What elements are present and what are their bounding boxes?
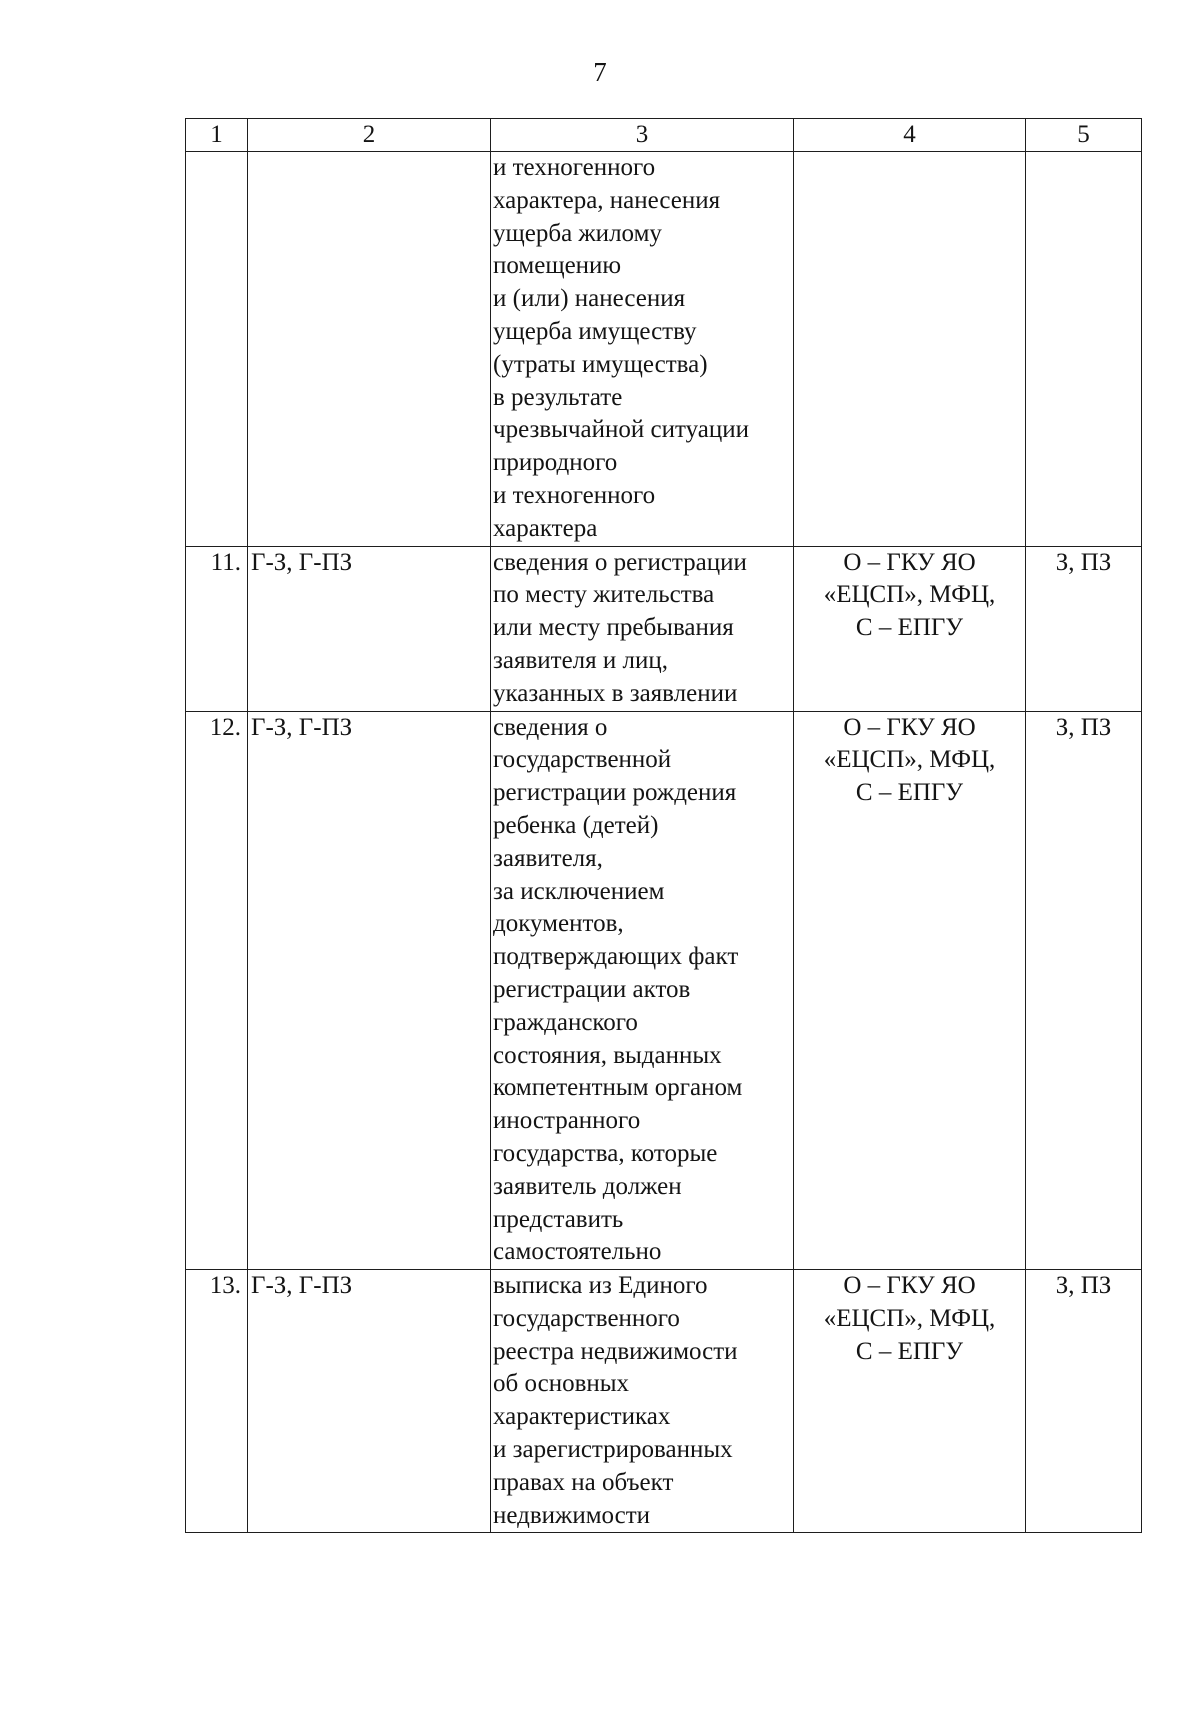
description-line: регистрации рождения xyxy=(493,779,737,807)
column-header-2: 2 xyxy=(248,119,491,152)
description-line: и техногенного xyxy=(493,154,656,181)
description-line: подтверждающих факт xyxy=(493,943,739,971)
organization-line: О – ГКУ ЯО xyxy=(843,713,976,741)
description-line: заявителя и лиц, xyxy=(493,646,669,674)
description-line: или месту пребывания xyxy=(493,614,734,642)
organization-line: О – ГКУ ЯО xyxy=(843,1272,976,1300)
description-line: чрезвычайной ситуации xyxy=(493,416,749,444)
description-line: характера, нанесения xyxy=(493,186,721,214)
description-line: об основных xyxy=(493,1370,630,1398)
description-line: за исключением xyxy=(493,877,665,905)
description-line: и (или) нанесения xyxy=(493,285,686,313)
description-line: государства, которые xyxy=(493,1139,718,1167)
description-line: (утраты имущества) xyxy=(493,350,708,378)
document-table xyxy=(185,118,1142,1533)
submission-mark-cell: З, ПЗ xyxy=(1026,711,1142,1270)
description-line: ущерба жилому xyxy=(493,219,662,247)
organization-line: С – ЕПГУ xyxy=(855,614,964,642)
applicant-code-cell: Г-З, Г-ПЗ xyxy=(248,711,491,1270)
description-line: указанных в заявлении xyxy=(493,679,738,707)
description-line: компетентным органом xyxy=(493,1074,743,1102)
table-row-12 xyxy=(186,711,1142,1270)
description-line: самостоятельно xyxy=(493,1238,662,1266)
description-line: выписка из Единого xyxy=(493,1272,708,1300)
organization-line: «ЕЦСП», МФЦ, xyxy=(823,1304,996,1332)
description-line: гражданского xyxy=(493,1008,638,1036)
table-row-13 xyxy=(186,1270,1142,1533)
description-line: представить xyxy=(493,1205,624,1233)
description-line: помещению xyxy=(493,252,622,280)
column-header-1: 1 xyxy=(186,119,248,152)
description-line: сведения о xyxy=(493,713,608,741)
description-line: и зарегистрированных xyxy=(493,1436,733,1464)
document-description-cell xyxy=(491,1270,794,1533)
description-line: недвижимости xyxy=(493,1501,651,1529)
document-description-cell xyxy=(491,546,794,711)
description-line: состояния, выданных xyxy=(493,1041,722,1069)
column-header-3: 3 xyxy=(491,119,794,152)
document-description-cell xyxy=(491,711,794,1270)
submission-mark-cell: З, ПЗ xyxy=(1026,546,1142,711)
document-description-cell xyxy=(491,152,794,547)
row-number-cell: 13. xyxy=(186,1270,248,1533)
column-header-4: 4 xyxy=(794,119,1026,152)
description-line: характера xyxy=(493,514,598,542)
organization-cell xyxy=(794,1270,1026,1533)
description-line: природного xyxy=(493,449,618,477)
description-line: государственной xyxy=(493,746,672,774)
applicant-code-cell: Г-З, Г-ПЗ xyxy=(248,1270,491,1533)
column-header-5: 5 xyxy=(1026,119,1142,152)
description-line: регистрации актов xyxy=(493,975,691,1003)
organization-line: О – ГКУ ЯО xyxy=(843,548,976,576)
description-line: иностранного xyxy=(493,1107,641,1135)
applicant-code-cell xyxy=(248,152,491,547)
description-line: по месту жительства xyxy=(493,581,715,609)
organization-cell xyxy=(794,152,1026,547)
table-row-continuation xyxy=(186,152,1142,547)
description-line: заявителя, xyxy=(493,844,603,872)
organization-line: С – ЕПГУ xyxy=(855,779,964,807)
applicant-code-cell: Г-З, Г-ПЗ xyxy=(248,546,491,711)
row-number-cell: 12. xyxy=(186,711,248,1270)
description-line: ущерба имуществу xyxy=(493,317,697,345)
description-line: правах на объект xyxy=(493,1468,674,1496)
description-line: в результате xyxy=(493,383,623,411)
table-row-11 xyxy=(186,546,1142,711)
description-line: сведения о регистрации xyxy=(493,548,747,576)
description-line: характеристиках xyxy=(493,1403,671,1431)
page-number: 7 xyxy=(593,57,607,87)
organization-cell xyxy=(794,546,1026,711)
description-line: реестра недвижимости xyxy=(493,1337,738,1365)
organization-cell xyxy=(794,711,1026,1270)
description-line: ребенка (детей) xyxy=(493,811,659,839)
organization-line: С – ЕПГУ xyxy=(855,1337,964,1365)
row-number-cell: 11. xyxy=(186,546,248,711)
submission-mark-cell xyxy=(1026,152,1142,547)
description-line: государственного xyxy=(493,1304,680,1332)
description-line: заявитель должен xyxy=(493,1172,682,1200)
organization-line: «ЕЦСП», МФЦ, xyxy=(823,746,996,774)
organization-line: «ЕЦСП», МФЦ, xyxy=(823,581,996,609)
table-header-row xyxy=(186,119,1142,152)
description-line: документов, xyxy=(493,910,624,938)
row-number-cell xyxy=(186,152,248,547)
description-line: и техногенного xyxy=(493,481,656,509)
submission-mark-cell: З, ПЗ xyxy=(1026,1270,1142,1533)
